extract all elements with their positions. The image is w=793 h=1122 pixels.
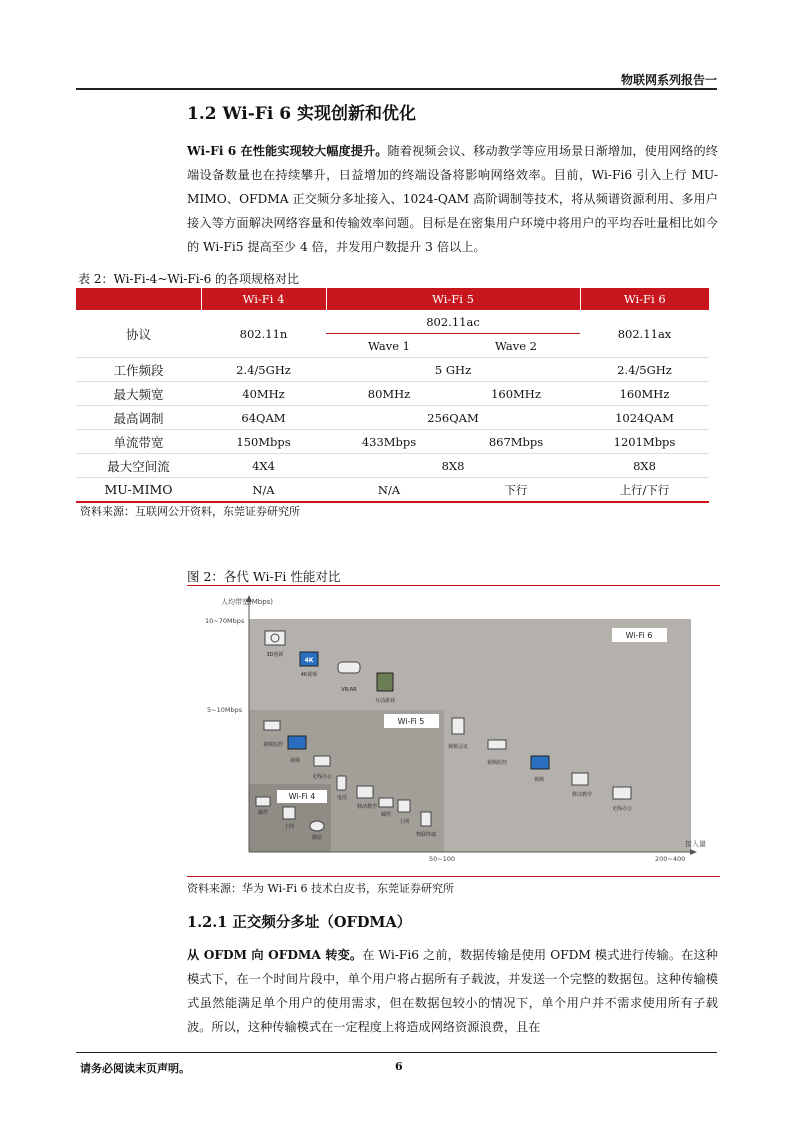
app-label: 视频 [533,777,545,783]
iot-terminal-icon [421,812,431,826]
table-cell: 5 GHz [326,358,580,382]
table-cell: 1024QAM [580,406,709,430]
app-label: 无线办公 [311,774,333,780]
app-label: 互动游戏 [374,698,396,704]
mail-icon [256,797,270,806]
mail-icon [379,798,393,807]
wifi4-label: Wi-Fi 4 [288,792,316,801]
app-label: 3D创新 [266,652,284,658]
mobile-edu-icon [357,786,373,798]
footer-notice: 请务必阅读末页声明。 [80,1062,190,1075]
section-heading: 1.2 Wi-Fi 6 实现创新和优化 [187,104,416,124]
table-cell: 8X8 [326,454,580,478]
app-label: 移动教学 [356,804,378,810]
phone-icon [337,776,346,790]
table-cell: 80MHz [326,382,452,406]
table-cell: 64QAM [201,406,326,430]
app-label: 移动教学 [571,792,593,798]
table-cell: N/A [326,478,452,503]
app-label: 邮件 [380,812,392,818]
header-wifi4: Wi-Fi 4 [201,288,326,310]
app-label: 4K视频 [300,672,318,678]
app-label: 无线办公 [611,806,633,812]
y-tick-mid: 5~10Mbps [207,706,243,714]
4k-video-icon [300,652,318,666]
row-label: 最高调制 [76,406,201,430]
paragraph-body: 随着视频会议、移动教学等应用场景日渐增加，使用网络的终端设备数量也在持续攀升，日益增加的终端设备将影响网络效率。目前，Wi-Fi6 引入上行 MU-MIMO、OFDMA 正交频分多址接入、1024-QAM 高阶调制等技术，将从频谱资源利用、多用户接入等方面解决网络容量和传输效率问题。目标是在密集用户环境中将用户的平均吞吐量相比如今的 Wi-Fi5 提高至少 4 倍，并发用户数提升 3 倍以上。 [187,144,718,254]
laptop-wifi-icon [613,787,631,799]
figure-top-rule [187,585,720,586]
table-cell: 2.4/5GHz [580,358,709,382]
chat-icon [310,821,324,831]
app-label: 视频会议 [447,744,469,750]
app-label: VR/AR [341,687,357,693]
table-source: 资料来源：互联网公开资料，东莞证券研究所 [80,505,300,518]
wifi5-label: Wi-Fi 5 [397,717,425,726]
header-wifi5: Wi-Fi 5 [326,288,580,310]
paragraph-lead: 从 OFDM 向 OFDMA 转变。 [187,948,363,962]
camera-icon [264,721,280,730]
header-blank [76,288,201,310]
table-caption: 表 2：Wi-Fi-4~Wi-Fi-6 的各项规格对比 [78,272,300,286]
header-rule [76,88,717,90]
section-paragraph [187,139,718,259]
cell-wave2: Wave 2 [452,334,580,358]
row-label: 最大空间流 [76,454,201,478]
svg-text:4K: 4K [304,657,314,664]
table-cell: 150Mbps [201,430,326,454]
app-label: 视频监控 [486,760,508,766]
vr-headset-icon [338,662,360,673]
x-axis-title: 接入量 [685,840,706,848]
x-axis-arrow-icon [690,849,697,855]
x-tick-high: 200~400 [655,855,686,863]
row-label: MU-MIMO [76,478,201,503]
subsection-heading: 1.2.1 正交频分多址（OFDMA） [187,914,412,931]
app-label: 物联终端 [415,832,437,838]
table-cell: 上行/下行 [580,478,709,503]
x-tick-mid: 50~100 [429,855,456,863]
3d-innovation-icon [265,631,285,645]
table-cell: 160MHz [452,382,580,406]
app-label: 邮件 [257,810,269,816]
table-cell: N/A [201,478,326,503]
y-axis-title: 人均带宽(Mbps) [221,598,274,606]
footer-rule [76,1052,717,1053]
table-cell: 4X4 [201,454,326,478]
report-series-title: 物联网系列报告一 [620,73,717,87]
wifi-performance-diagram [187,588,720,874]
table-cell: 1201Mbps [580,430,709,454]
row-label: 单流带宽 [76,430,201,454]
app-label: 视频监控 [262,742,284,748]
table-cell: 867Mbps [452,430,580,454]
table-cell: 160MHz [580,382,709,406]
table-cell: 下行 [452,478,580,503]
page-number: 6 [395,1060,403,1073]
table-cell: 8X8 [580,454,709,478]
figure-bottom-rule [187,876,720,877]
row-label: 工作频段 [76,358,201,382]
video-conference-icon [452,718,464,734]
wifi6-label: Wi-Fi 6 [625,631,653,640]
table-cell: 40MHz [201,382,326,406]
figure-caption: 图 2：各代 Wi-Fi 性能对比 [187,569,341,584]
subsection-paragraph [187,943,718,1039]
cell-protocol-wifi5: 802.11ac [426,314,480,329]
mobile-edu-icon [572,773,588,785]
table-cell: 433Mbps [326,430,452,454]
table-cell: 256QAM [326,406,580,430]
app-label: 上网 [398,819,410,825]
table-cell: 2.4/5GHz [201,358,326,382]
web-icon [398,800,410,812]
app-label: 视频 [289,758,301,764]
spec-comparison-table [76,288,709,503]
header-wifi6: Wi-Fi 6 [580,288,709,310]
cell-protocol-wifi6: 802.11ax [580,310,709,358]
row-label-protocol: 协议 [76,310,201,358]
laptop-wifi-icon [314,756,330,766]
cell-wave1: Wave 1 [326,334,452,358]
y-tick-high: 10~70Mbps [205,617,245,625]
app-label: 微信 [311,835,323,841]
web-icon [283,807,295,819]
game-icon [377,673,393,691]
app-label: 电话 [336,795,348,801]
app-label: 上网 [283,824,295,830]
video-screen-icon [531,756,549,769]
camera-icon [488,740,506,749]
row-label: 最大频宽 [76,382,201,406]
video-screen-icon [288,736,306,749]
paragraph-body: 在 Wi-Fi6 之前，数据传输是使用 OFDM 模式进行传输。在这种模式下，在一个时间片段中，单个用户将占据所有子载波，并发送一个完整的数据包。这种传输模式虽然能满足单个用户的使用需求，但在数据包较小的情况下，单个用户并不需求使用所有子载波。所以，这种传输模式在一定程度上将造成网络资源浪费，且在 [187,948,718,1034]
figure-source: 资料来源：华为 Wi-Fi 6 技术白皮书，东莞证券研究所 [187,882,454,895]
paragraph-lead: Wi-Fi 6 在性能实现较大幅度提升。 [187,144,388,158]
cell-protocol-wifi4: 802.11n [201,310,326,358]
